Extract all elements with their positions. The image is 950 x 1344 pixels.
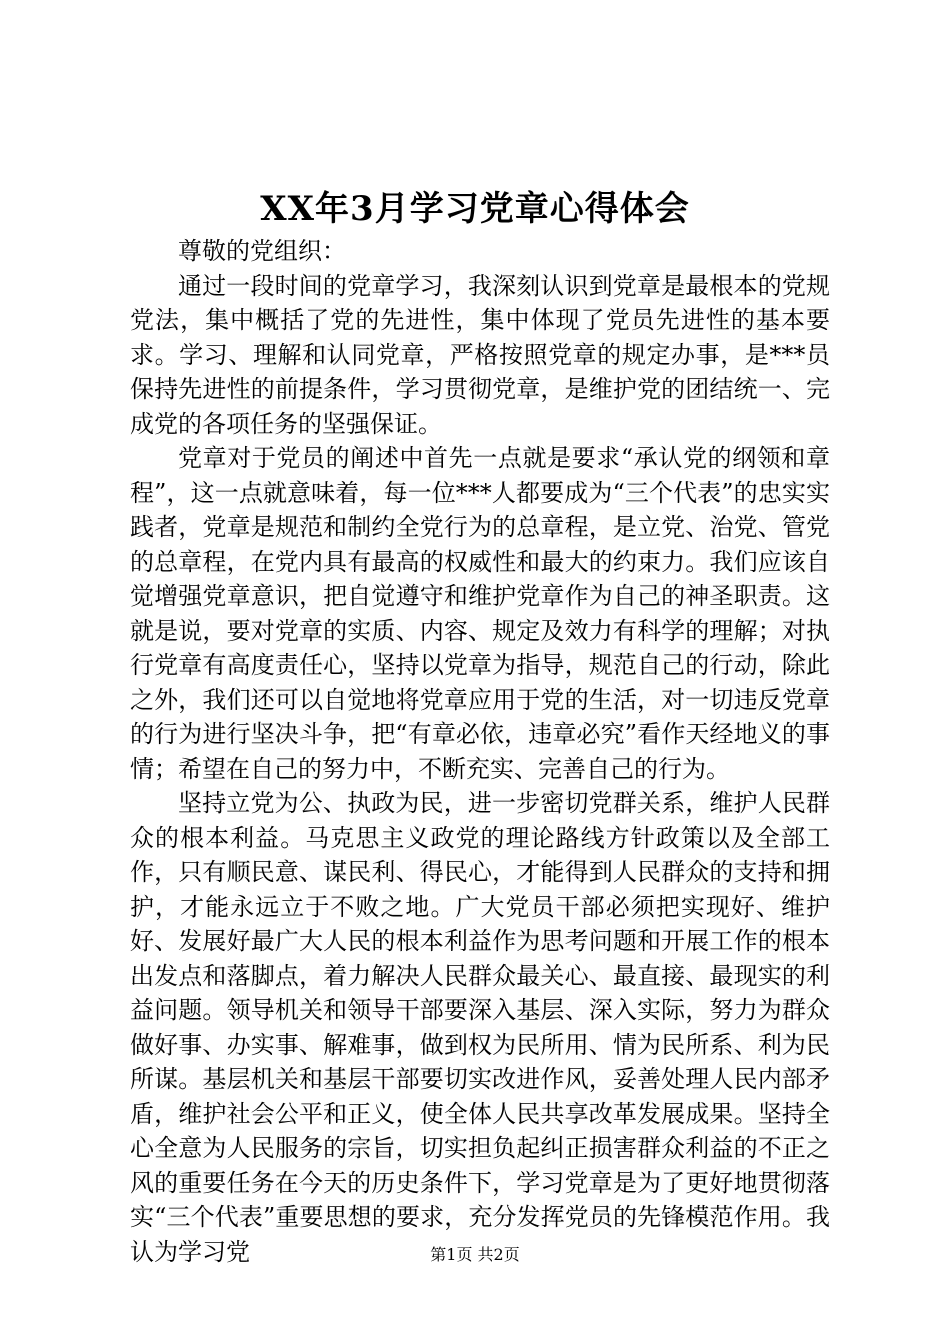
page-number-footer: 第1页 共2页: [430, 1245, 520, 1264]
salutation: 尊敬的党组织：: [178, 237, 346, 265]
document-body: [130, 234, 830, 1269]
paragraph-1: 通过一段时间的党章学习，我深刻认识到党章是最根本的党规党法，集中概括了党的先进性，集中体现了党员先进性的基本要求。学习、理解和认同党章，严格按照党章的规定办事，是***员保持先进性的前提条件，学习贯彻党章，是维护党的团结统一、完成党的各项任务的坚强保证。: [130, 271, 830, 438]
paragraph-3: 坚持立党为公、执政为民，进一步密切党群关系，维护人民群众的根本利益。马克思主义政党的理论路线方针政策以及全部工作，只有顺民意、谋民利、得民心，才能得到人民群众的支持和拥护，才能永远立于不败之地。广大党员干部必须把实现好、维护好、发展好最广大人民的根本利益作为思考问题和开展工作的根本出发点和落脚点，着力解决人民群众最关心、最直接、最现实的利益问题。领导机关和领导干部要深入基层、深入实际，努力为群众做好事、办实事、解难事，做到权为民所用、情为民所系、利为民所谋。基层机关和基层干部要切实改进作风，妥善处理人民内部矛盾，维护社会公平和正义，使全体人民共享改革发展成果。坚持全心全意为人民服务的宗旨，切实担负起纠正损害群众利益的不正之风的重要任务在今天的历史条件下，学习党章是为了更好地贯彻落实“三个代表”重要思想的要求，充分发挥党员的先锋模范作用。我认为学习党: [130, 789, 830, 1266]
paragraph-2: 党章对于党员的阐述中首先一点就是要求“承认党的纲领和章程”，这一点就意味着，每一位***人都要成为“三个代表”的忠实实践者，党章是规范和制约全党行为的总章程，是立党、治党、管党的总章程，在党内具有最高的权威性和最大的约束力。我们应该自觉增强党章意识，把自觉遵守和维护党章作为自己的神圣职责。这就是说，要对党章的实质、内容、规定及效力有科学的理解；对执行党章有高度责任心，坚持以党章为指导，规范自己的行动，除此之外，我们还可以自觉地将党章应用于党的生活，对一切违反党章的行为进行坚决斗争，把“有章必依，违章必究”看作天经地义的事情；希望在自己的努力中，不断充实、完善自己的行为。: [130, 444, 830, 783]
page-title: XX年3月学习党章心得体会: [260, 189, 690, 229]
